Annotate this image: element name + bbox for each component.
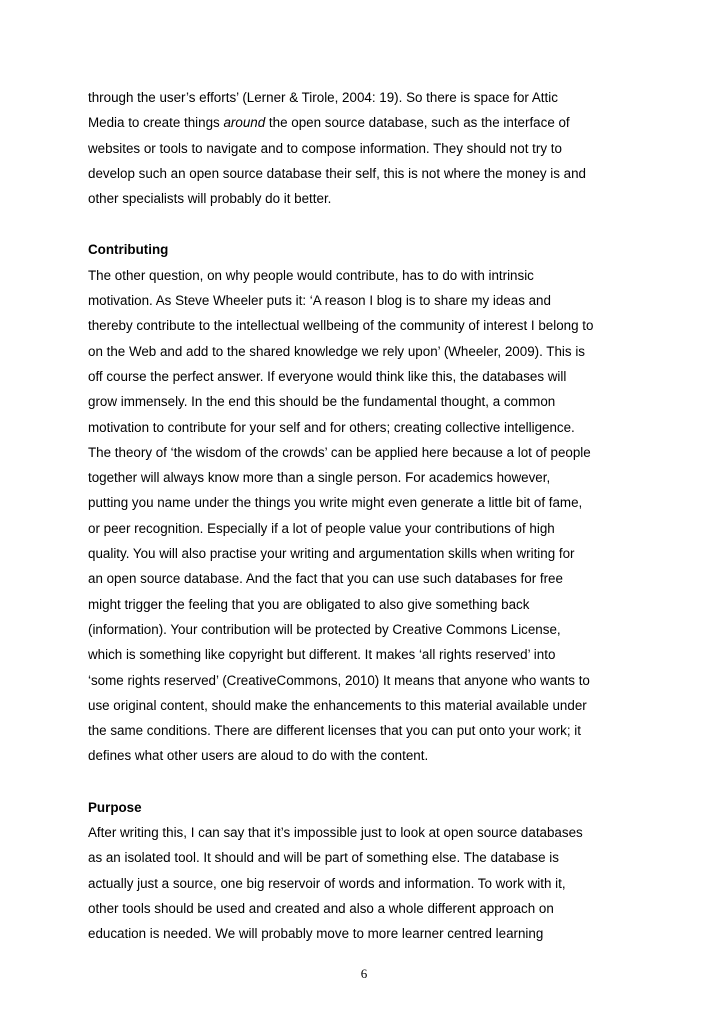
text-line: education is needed. We will probably move to more learner centred learning (88, 926, 544, 942)
document-page (88, 85, 688, 947)
text-line: The theory of ‘the wisdom of the crowds’ can be applied here because a lot of people (88, 444, 591, 460)
text-run: Media to create things (88, 115, 224, 131)
text-line: websites or tools to navigate and to compose information. They should not try to (88, 140, 562, 156)
text-line: through the user’s efforts’ (Lerner & Tirole, 2004: 19). So there is space for Attic (88, 90, 558, 105)
text-line: as an isolated tool. It should and will be part of something else. The database is (88, 850, 559, 866)
intro-paragraph (88, 85, 688, 211)
text-line: motivation. As Steve Wheeler puts it: ‘A reason I blog is to share my ideas and (88, 293, 551, 309)
text-line: After writing this, I can say that it’s impossible just to look at open source databases (88, 825, 583, 841)
page-number: 6 (360, 966, 368, 981)
text-line: ‘some rights reserved’ (CreativeCommons, 2010) It means that anyone who wants to (88, 672, 590, 688)
section-contributing (88, 237, 688, 768)
text-line: quality. You will also practise your writing and argumentation skills when writing for (88, 546, 575, 562)
section-heading: Contributing (88, 242, 169, 258)
text-line: off course the perfect answer. If everyone would think like this, the databases will (88, 368, 567, 384)
text-line: might trigger the feeling that you are obligated to also give something back (88, 596, 530, 612)
text-run: the open source database, such as the interface of (265, 115, 570, 131)
text-line: actually just a source, one big reservoir of words and information. To work with it, (88, 875, 566, 891)
text-line: motivation to contribute for your self and for others; creating collective intelligence. (88, 419, 575, 435)
text-line: or peer recognition. Especially if a lot of people value your contributions of high (88, 520, 555, 536)
text-line: develop such an open source database their self, this is not where the money is and (88, 165, 586, 181)
text-line: thereby contribute to the intellectual wellbeing of the community of interest I belong to (88, 318, 594, 334)
paragraph-gap (88, 769, 688, 795)
text-line: which is something like copyright but different. It makes ‘all rights reserved’ into (88, 647, 556, 663)
text-line: (information). Your contribution will be protected by Creative Commons License, (88, 621, 561, 637)
emphasis-text: around (223, 115, 266, 131)
text-line: on the Web and add to the shared knowledge we rely upon’ (Wheeler, 2009). This is (88, 343, 585, 359)
paragraph-gap (88, 211, 688, 237)
text-line (88, 110, 688, 135)
text-line: The other question, on why people would contribute, has to do with intrinsic (88, 267, 534, 283)
section-purpose (88, 795, 688, 947)
text-line: other specialists will probably do it better. (88, 191, 332, 207)
text-line: grow immensely. In the end this should be the fundamental thought, a common (88, 394, 556, 410)
text-line: an open source database. And the fact that you can use such databases for free (88, 571, 563, 587)
text-line: other tools should be used and created and also a whole different approach on (88, 900, 554, 916)
text-line: defines what other users are aloud to do with the content. (88, 748, 429, 764)
text-line: together will always know more than a single person. For academics however, (88, 470, 551, 486)
text-line: use original content, should make the enhancements to this material available under (88, 697, 587, 713)
section-heading: Purpose (88, 799, 142, 815)
text-line: putting you name under the things you write might even generate a little bit of fame, (88, 495, 583, 511)
text-line: the same conditions. There are different licenses that you can put onto your work; it (88, 723, 582, 739)
